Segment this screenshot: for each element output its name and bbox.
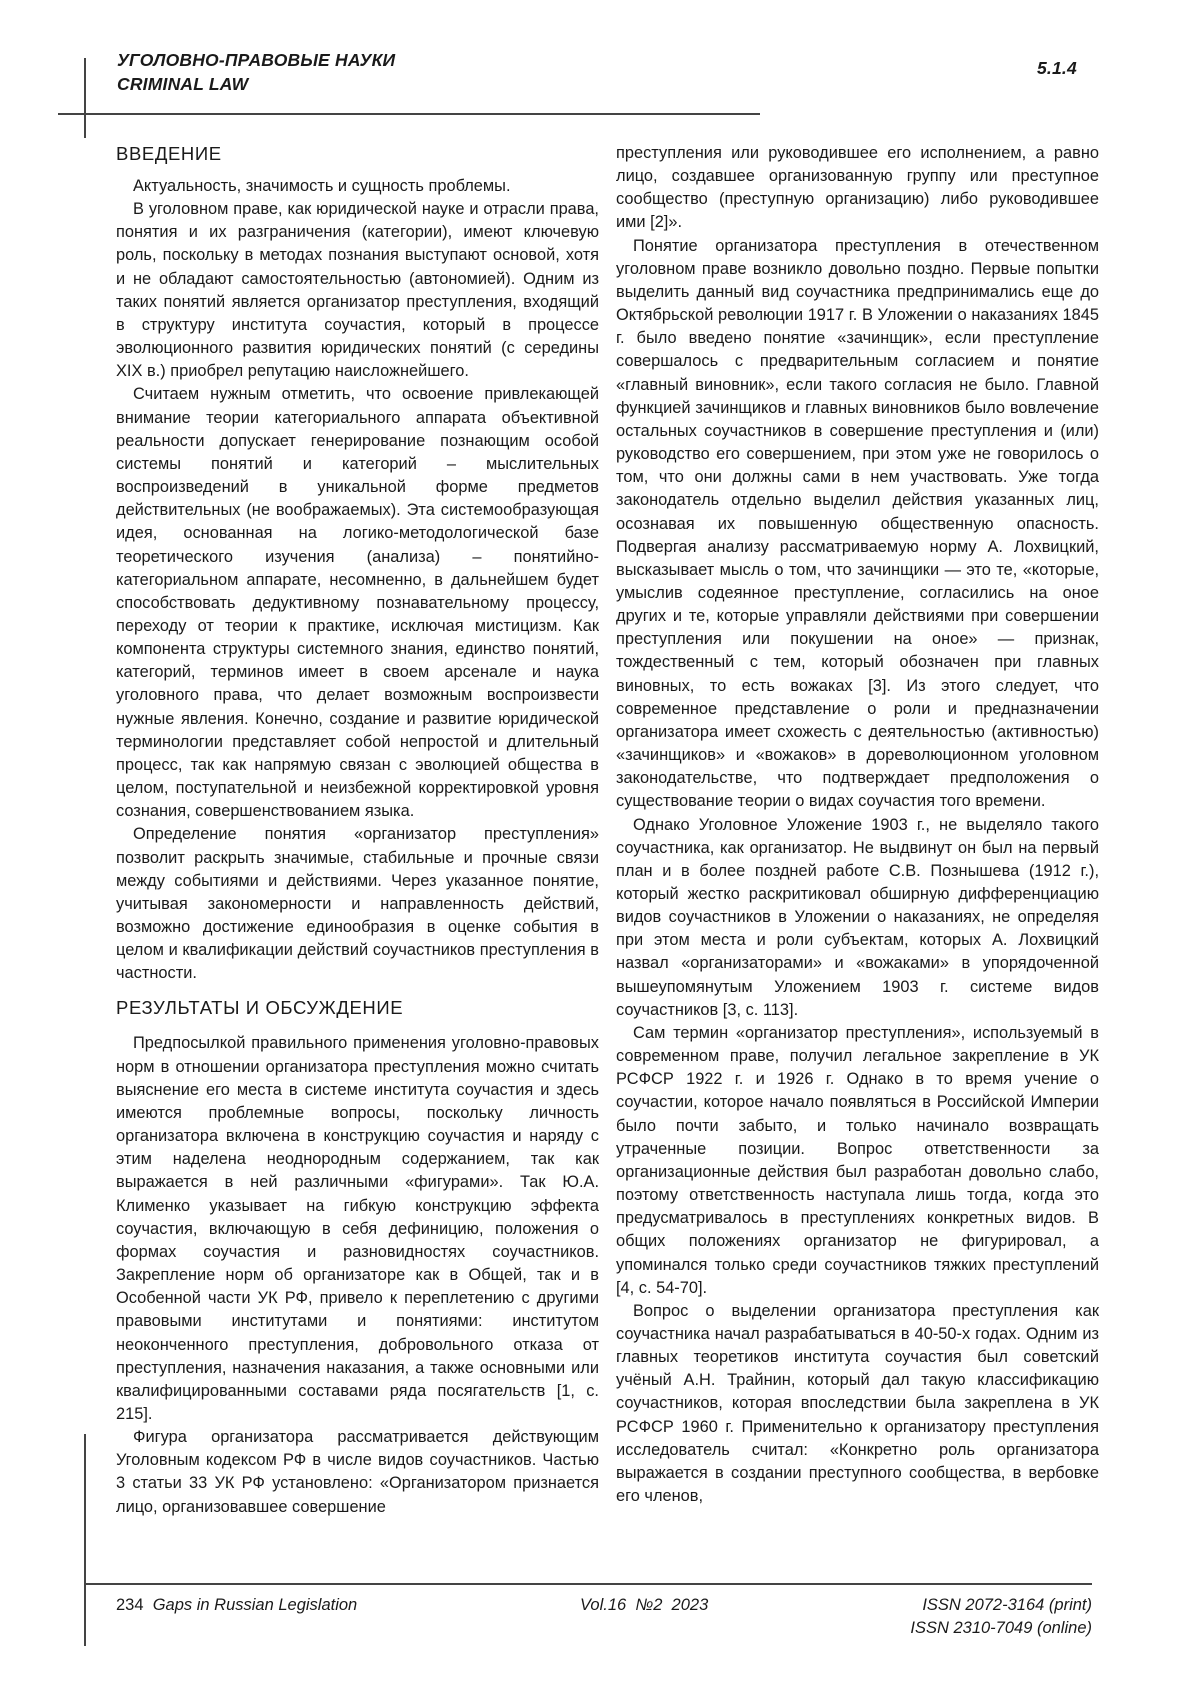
footer-left bbox=[116, 1596, 357, 1615]
heading-results-discussion: РЕЗУЛЬТАТЫ И ОБСУЖДЕНИЕ bbox=[116, 997, 404, 1019]
paragraph: Понятие организатора преступления в отечественном уголовном праве возникло довольно поздно. Первые попытки выделить данный вид соучастника предпринимались еще до Октябрьской революции 1917 г. В Уложении о наказаниях 1845 г. было введено понятие «зачинщик», если преступление совершалось с предварительным согласием и понятие «главный виновник», если такого согласия не было. Главной функцией зачинщиков и главных виновников было вовлечение остальных соучастников в совершение преступления и (или) руководство его совершением, при этом уже не говорилось о том, что они должны сами в нем участвовать. Уже тогда законодатель отдельно выделил действия указанных лиц, осознавая их повышенную общественную опасность. Подвергая анализу рассматриваемую норму А. Лохвицкий, высказывает мысль о том, что зачинщики — это те, «которые, умыслив содеянное преступление, согласились на оное других и те, которые управляли действиями при совершении преступления или покушении на оное» — признак, тождественный с тем, который обозначен при главных виновных, то есть вожаках [3]. Из этого следует, что современное представление о роли и предназначении организатора имеет схожесть с деятельностью (активностью) «зачинщиков» и «вожаков» в дореволюционном уголовном законодательстве, что подтверждает предположения о существование теории о видах соучастия того времени. bbox=[616, 236, 1099, 811]
issn-print: ISSN 2072-3164 (print) bbox=[922, 1596, 1092, 1614]
section-code: 5.1.4 bbox=[1037, 58, 1077, 78]
volume-issue: Vol.16 №2 2023 bbox=[580, 1596, 709, 1614]
left-column bbox=[116, 142, 599, 1519]
section-title-en: CRIMINAL LAW bbox=[117, 74, 249, 94]
header-vertical-rule bbox=[84, 58, 86, 138]
paragraph: Считаем нужным отметить, что освоение привлекающей внимание теории категориального аппарата объективной реальности допускает генерирование познающим особой системы понятий и категорий – мыслительных воспроизведений в уникальной форме предметов действительных (не воображаемых). Эта системообразующая идея, основанная на логико-методологической базе теоретического изучения (анализа) – понятийно-категориальном аппарате, несомненно, в дальнейшем будет способствовать дедуктивному познавательному процессу, переходу от теории к практике, исключая мистицизм. Как компонента структуры системного знания, единство понятий, категорий, терминов имеет в своем арсенале и наука уголовного права, что делает возможным воспроизвести нужные явления. Конечно, создание и развитие юридической терминологии представляет собой непростой и длительный процесс, так как напрямую связан с эволюцией общества в целом, поступательной и неизбежной корректировкой уровня сознания, совершенствованием языка. bbox=[116, 385, 599, 821]
paragraph: Вопрос о выделении организатора преступления как соучастника начал разрабатываться в 40-50-х годах. Одним из главных теоретиков института соучастия был советский учёный А.Н. Трайнин, который дал такую классификацию соучастников, которая впоследствии была закреплена в УК РСФСР 1960 г. Применительно к организатору преступления исследователь считал: «Конкретно роль организатора выражается в создании преступного сообщества, в вербовке его членов, bbox=[616, 1301, 1099, 1506]
footer-horizontal-rule bbox=[84, 1583, 1092, 1585]
paragraph: Актуальность, значимость и сущность проблемы. bbox=[133, 177, 511, 195]
section-title-ru: УГОЛОВНО-ПРАВОВЫЕ НАУКИ bbox=[117, 50, 396, 70]
journal-name: Gaps in Russian Legislation bbox=[152, 1596, 358, 1614]
paragraph: Однако Уголовное Уложение 1903 г., не выделяло такого соучастника, как организатор. Не выдвинут он был на первый план и в более поздней работе С.В. Познышева (1912 г.), который жестко раскритиковал обширную дифференциацию видов соучастников в Уложении о наказаниях, не определяя при этом места и роли субъектам, которых А. Лохвицкий назвал «организаторами» и «вожаками» в упорядоченной вышеупомянутым Уложением 1903 г. системе видов соучастников [3, с. 113]. bbox=[616, 815, 1099, 1019]
paragraph: преступления или руководившее его исполнением, а равно лицо, создавшее организованную группу или преступное сообщество (преступную организацию) либо руководившее ими [2]». bbox=[616, 144, 1099, 232]
issn-online: ISSN 2310-7049 (online) bbox=[910, 1619, 1092, 1637]
paragraph: Фигура организатора рассматривается действующим Уголовным кодексом РФ в числе видов соучастников. Частью 3 статьи 33 УК РФ установлено: «Организатором признается лицо, организовавшее совершение bbox=[116, 1428, 599, 1516]
footer-vertical-rule bbox=[84, 1434, 86, 1646]
paragraph: Предпосылкой правильного применения уголовно-правовых норм в отношении организатора преступления можно считать выяснение его места в системе института соучастия и здесь имеются проблемные вопросы, поскольку личность организатора включена в конструкцию соучастия и наряду с этим наделена неоднородным содержанием, так как выражается в ней различными «фигурами». Так Ю.А. Клименко указывает на гибкую конструкцию эффекта соучастия, включающую в себя дефиницию, положения о формах соучастия и разновидностях соучастников. Закрепление норм об организаторе как в Общей, так и в Особенной части УК РФ, привело к переплетению с другими правовыми институтами и понятиями: институтом неоконченного преступления, добровольного отказа от преступления, назначения наказания, а также основными или квалифицированными составами ряда посягательств [1, с. 215]. bbox=[116, 1034, 599, 1423]
heading-introduction: ВВЕДЕНИЕ bbox=[116, 143, 222, 164]
paragraph: В уголовном праве, как юридической науке и отрасли права, понятия и их разграничения (категории), имеют ключевую роль, поскольку в методах познания выступают основой, хотя и не обладают самостоятельностью (автономией). Одним из таких понятий является организатор преступления, входящий в структуру института соучастия, который в процессе эволюционного развития юридических понятий (с середины XIX в.) приобрел репутацию наисложнейшего. bbox=[116, 200, 599, 381]
paragraph: Определение понятия «организатор преступления» позволит раскрыть значимые, стабильные и прочные связи между событиями и действиями. Через указанное понятие, учитывая закономерности и направленность действий, возможно достижение единообразия в оценке события в целом и квалификации действий соучастников преступления в частности. bbox=[116, 825, 599, 983]
header-horizontal-rule bbox=[58, 113, 760, 115]
page-number: 234 bbox=[116, 1596, 144, 1614]
paragraph: Сам термин «организатор преступления», используемый в современном праве, получил легальное закрепление в УК РСФСР 1922 г. и 1926 г. Однако в то время учение о соучастии, которое начало появляться в Российской Империи было почти забыто, и только начинало возвращать утраченные позиции. Вопрос ответственности за организационные действия был разработан довольно слабо, поэтому ответственность наступала лишь тогда, когда это предусматривалось в преступлениях конкретных видов. В общих положениях организатор не фигурировал, а упоминался только среди соучастников тяжких преступлений [4, с. 54-70]. bbox=[616, 1023, 1099, 1297]
right-column bbox=[616, 142, 1099, 1508]
